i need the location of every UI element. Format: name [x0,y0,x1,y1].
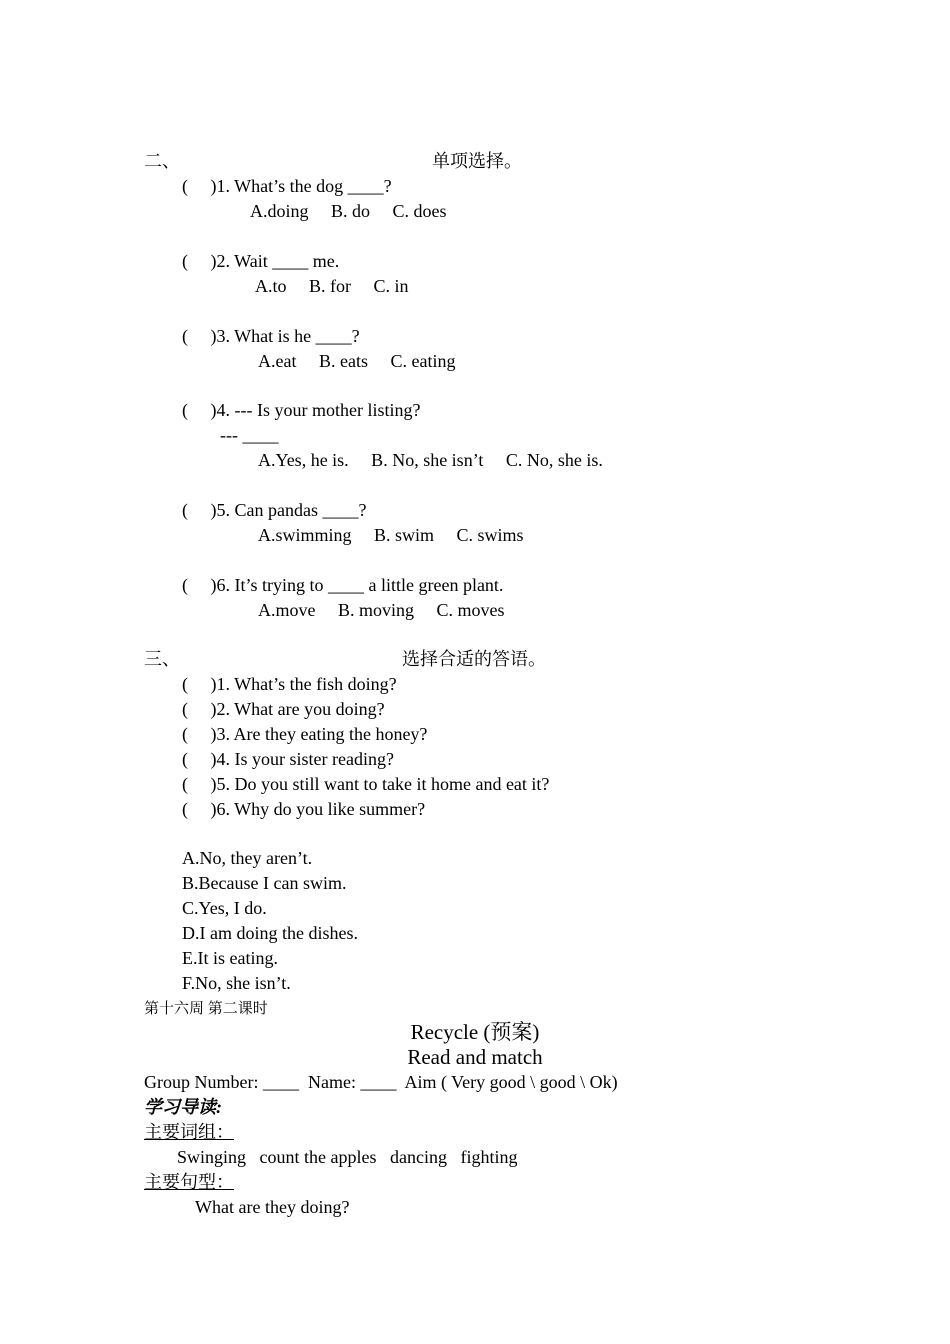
study-guide-heading: 学习导读: [144,1097,222,1117]
s3-answer-c: C.Yes, I do. [182,898,267,918]
week-lesson-label: 第十六周 第二课时 [144,1001,268,1017]
s2-question-3: ( )3. What is he ____? [182,326,360,346]
s2-question-4: ( )4. --- Is your mother listing? [182,400,421,420]
section3-heading: 选择合适的答语。 [402,649,546,669]
s2-options-4: A.Yes, he is. B. No, she isn’t C. No, she is. [258,450,603,470]
s3-question-5: ( )5. Do you still want to take it home and eat it? [182,774,550,794]
group-name-aim-line: Group Number: ____ Name: ____ Aim ( Very good \ good \ Ok) [144,1072,618,1092]
lesson-subtitle: Read and match [407,1045,543,1069]
s2-options-5: A.swimming B. swim C. swims [258,525,524,545]
s2-options-1: A.doing B. do C. does [250,201,447,221]
s3-answer-a: A.No, they aren’t. [182,848,313,868]
s3-question-6: ( )6. Why do you like summer? [182,799,426,819]
s2-question-2: ( )2. Wait ____ me. [182,251,340,271]
s3-question-3: ( )3. Are they eating the honey? [182,724,428,744]
s3-question-1: ( )1. What’s the fish doing? [182,674,397,694]
s3-question-4: ( )4. Is your sister reading? [182,749,394,769]
s3-answer-b: B.Because I can swim. [182,873,347,893]
s3-answer-f: F.No, she isn’t. [182,973,291,993]
s2-options-2: A.to B. for C. in [255,276,409,296]
s2-answer-line-4: --- ____ [220,425,279,445]
s3-answer-e: E.It is eating. [182,948,278,968]
key-phrases-label: 主要词组： [144,1122,234,1142]
s2-options-3: A.eat B. eats C. eating [258,351,456,371]
section3-number: 三、 [144,649,180,669]
section2-heading: 单项选择。 [432,151,522,171]
key-sentence: What are they doing? [195,1197,350,1217]
s2-question-1: ( )1. What’s the dog ____? [182,176,392,196]
lesson-title: Recycle (预案) [410,1020,540,1044]
key-sentences-label: 主要句型： [144,1172,234,1192]
s3-answer-d: D.I am doing the dishes. [182,923,358,943]
s2-options-6: A.move B. moving C. moves [258,600,505,620]
section2-number: 二、 [144,151,180,171]
s3-question-2: ( )2. What are you doing? [182,699,385,719]
s2-question-5: ( )5. Can pandas ____? [182,500,367,520]
key-phrases: Swinging count the apples dancing fighting [177,1147,518,1167]
s2-question-6: ( )6. It’s trying to ____ a little green plant. [182,575,504,595]
